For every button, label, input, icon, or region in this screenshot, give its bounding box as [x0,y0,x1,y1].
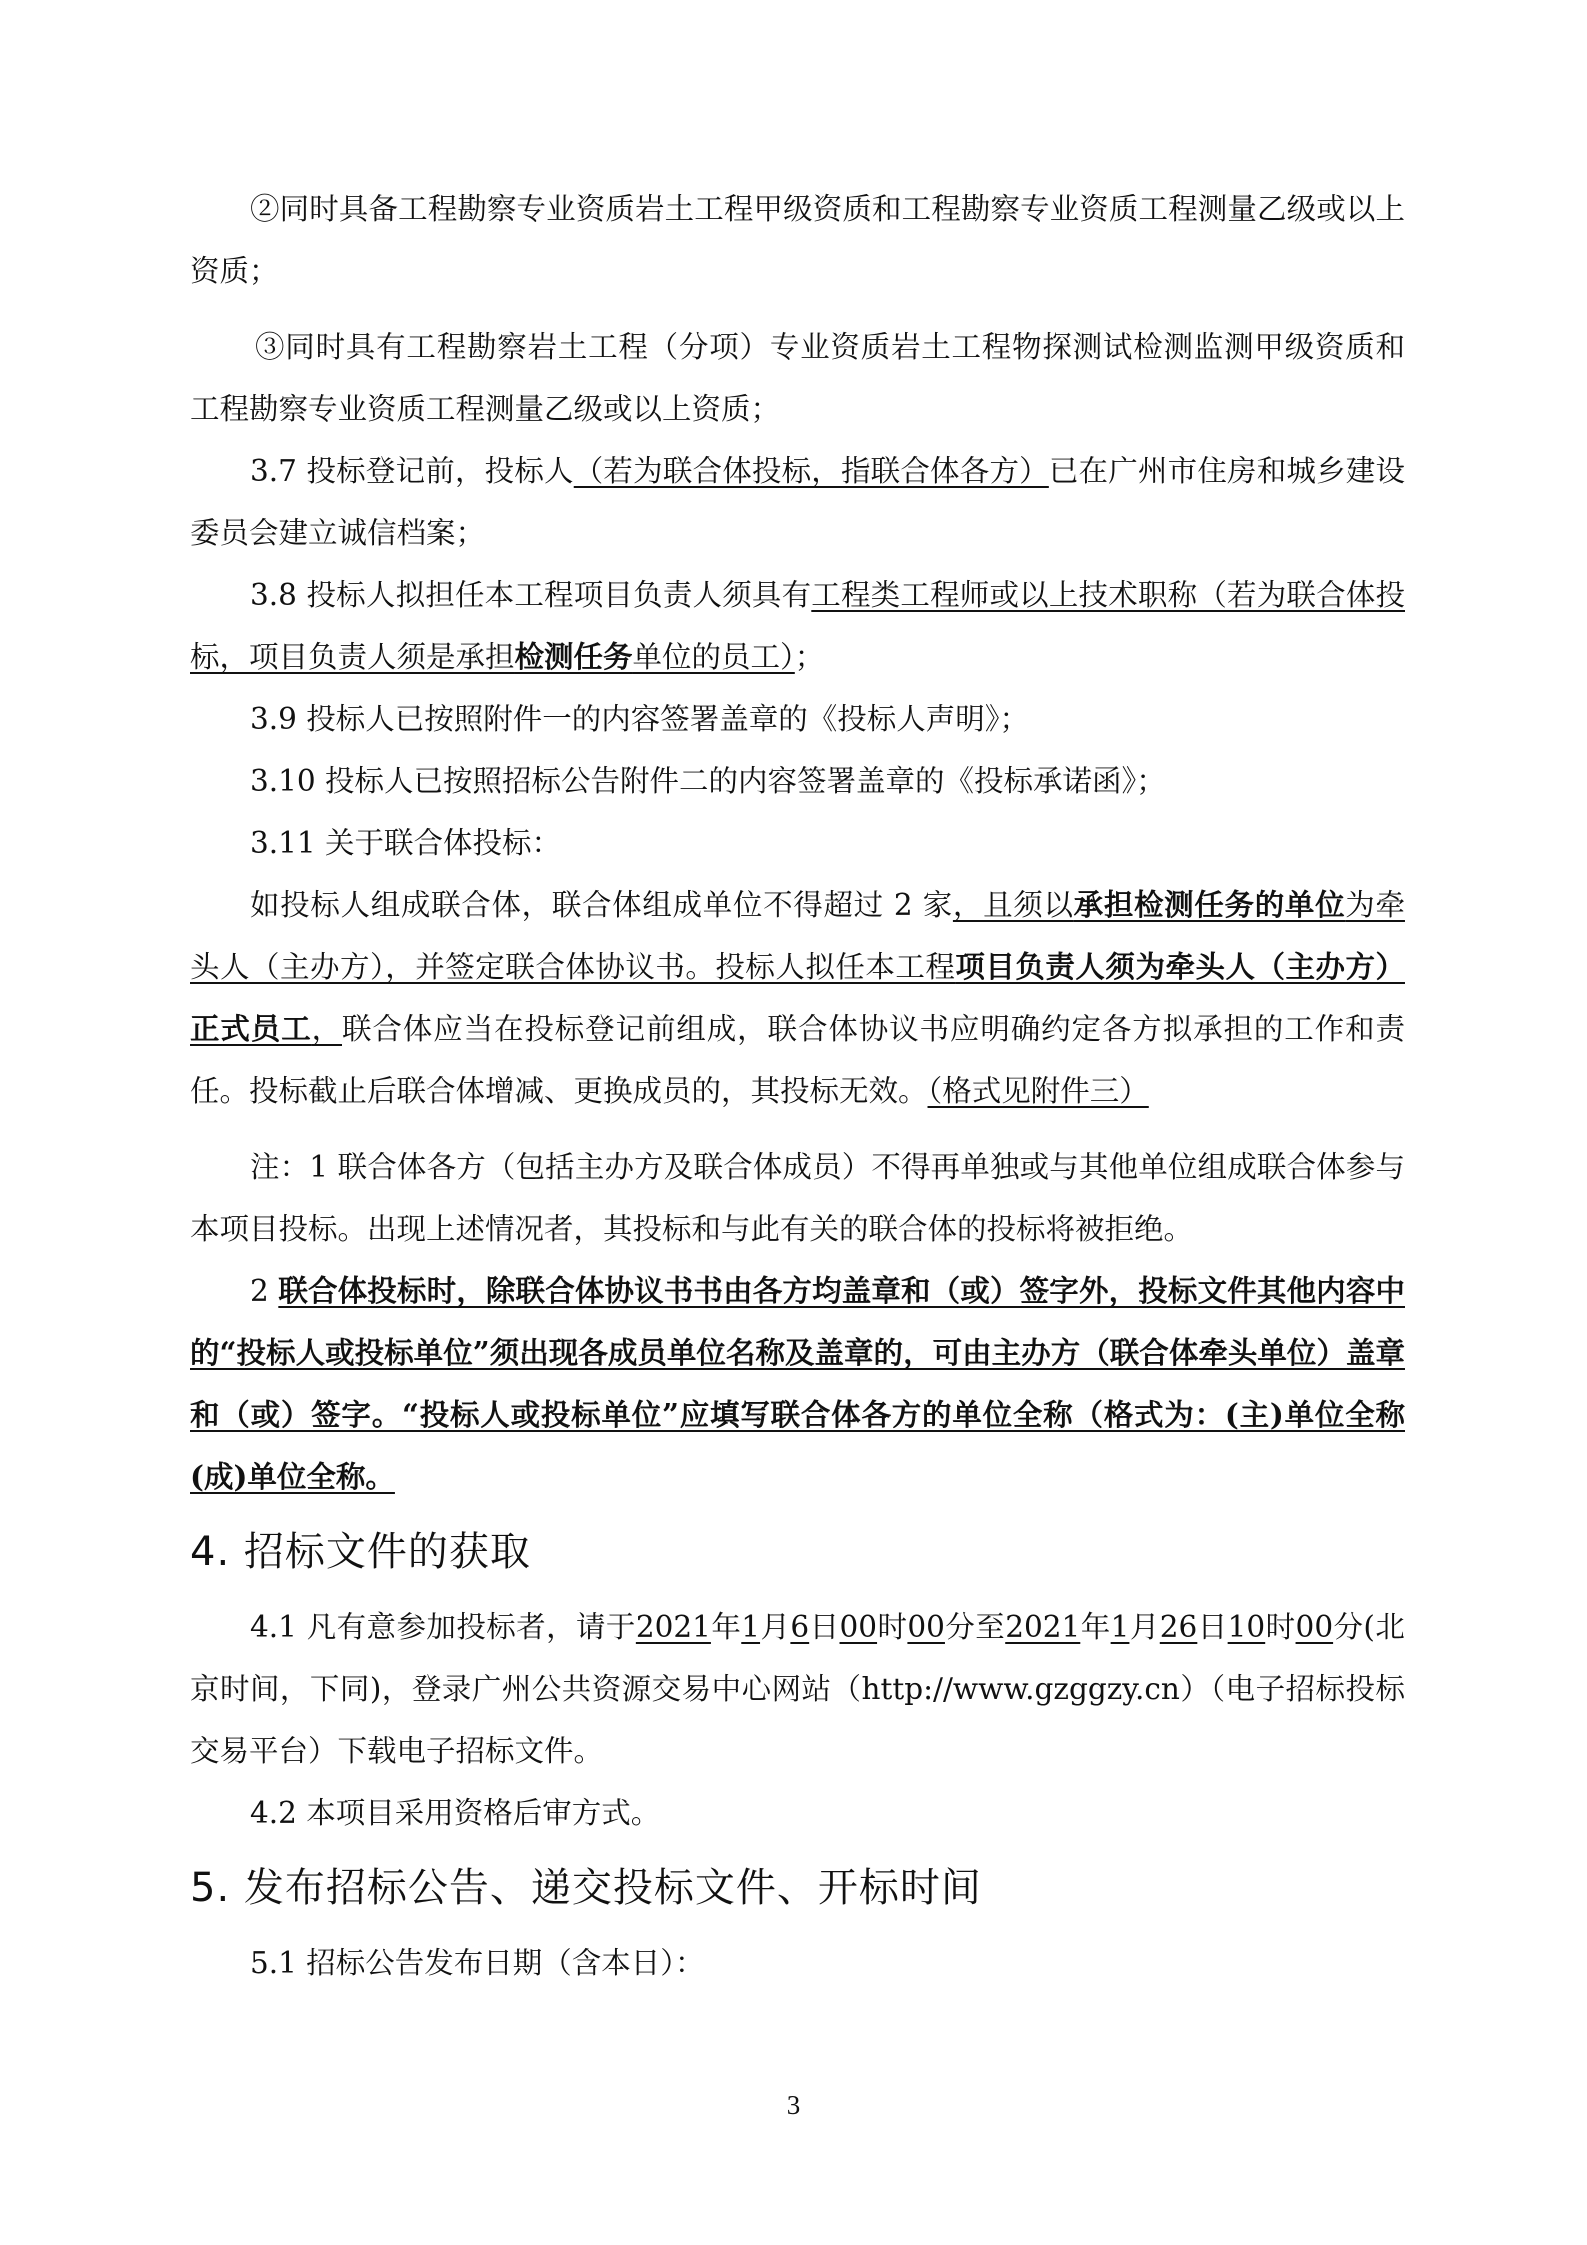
note-1: 注：1 联合体各方（包括主办方及联合体成员）不得再单独或与其他单位组成联合体参与本项目投标。出现上述情况者，其投标和与此有关的联合体的投标将被拒绝。 [190,1150,1405,1246]
consortium-paragraph: 如投标人组成联合体，联合体组成单位不得超过 2 家，且须以承担检测任务的单位为牵头人（主办方），并签定联合体协议书。投标人拟任本工程项目负责人须为牵头人（主办方）正式员工，联合体应当在投标登记前组成，联合体协议书应明确约定各方拟承担的工作和责任。投标截止后联合体增减、更换成员的，其投标无效。（格式见附件三） [190,887,1405,1108]
qualification-item-3: ③同时具有工程勘察岩土工程（分项）专业资质岩土工程物探测试检测监测甲级资质和工程勘察专业资质工程测量乙级或以上资质； [190,330,1405,426]
qualification-item-2: ②同时具备工程勘察专业资质岩土工程甲级资质和工程勘察专业资质工程测量乙级或以上资质； [190,192,1405,288]
clause-4-1: 4.1 凡有意参加投标者，请于2021年1月6日00时00分至2021年1月26日10时00分(北京时间，下同)，登录广州公共资源交易中心网站（http://www.gzggzy.cn）（电子招标投标交易平台）下载电子招标文件。 [190,1610,1405,1768]
underlined-bold-text: 检测任务 [514,639,633,674]
clause-4-2: 4.2 本项目采用资格后审方式。 [250,1796,661,1830]
underlined-text: ， [311,1012,342,1046]
page-content [190,178,1405,1994]
underlined-bold-text: 项目负责人须为牵头人（主办方）正式员工 [190,949,1405,1046]
underlined-text: 单位的员工） [632,640,795,674]
underlined-text: 工程类工程师或以上技术职称（若为联合体投标，项目负责人须是承担 [190,578,1405,674]
underlined-text: （格式见附件三） [927,1074,1149,1108]
section-heading-4: 4. 招标文件的获取 [190,1529,531,1575]
underlined-text: （若为联合体投标，指联合体各方） [573,454,1049,488]
underlined-bold-text: 联合体投标时，除联合体协议书书由各方均盖章和（或）签字外，投标文件其他内容中的“投标人或投标单位”须出现各成员单位名称及盖章的，可由主办方（联合体牵头单位）盖章和（或）签字。“投标人或投标单位”应填写联合体各方的单位全称（格式为：(主)单位全称(成)单位全称。 [190,1273,1405,1494]
clause-3-8: 3.8 投标人拟担任本工程项目负责人须具有工程类工程师或以上技术职称（若为联合体投标，项目负责人须是承担检测任务单位的员工）； [190,578,1405,674]
clause-5-1: 5.1 招标公告发布日期（含本日）： [250,1946,705,1980]
page-number: 3 [786,2090,801,2120]
clause-3-10: 3.10 投标人已按照招标公告附件二的内容签署盖章的《投标承诺函》； [250,764,1166,798]
note-2: 2 联合体投标时，除联合体协议书书由各方均盖章和（或）签字外，投标文件其他内容中的“投标人或投标单位”须出现各成员单位名称及盖章的，可由主办方（联合体牵头单位）盖章和（或）签字。“投标人或投标单位”应填写联合体各方的单位全称（格式为：(主)单位全称(成)单位全称。 [190,1273,1405,1494]
clause-3-11: 3.11 关于联合体投标： [250,826,562,860]
section-heading-5: 5. 发布招标公告、递交投标文件、开标时间 [190,1865,982,1911]
clause-3-7: 3.7 投标登记前，投标人（若为联合体投标，指联合体各方）已在广州市住房和城乡建设委员会建立诚信档案； [190,454,1405,550]
underlined-bold-text: 承担检测任务的单位 [1073,887,1346,922]
clause-3-9: 3.9 投标人已按照附件一的内容签署盖章的《投标人声明》； [250,702,1030,736]
underlined-text: ，且须以 [952,888,1074,922]
underlined-text: 为牵头人（主办方），并签定联合体协议书。投标人拟任本工程 [190,888,1405,984]
